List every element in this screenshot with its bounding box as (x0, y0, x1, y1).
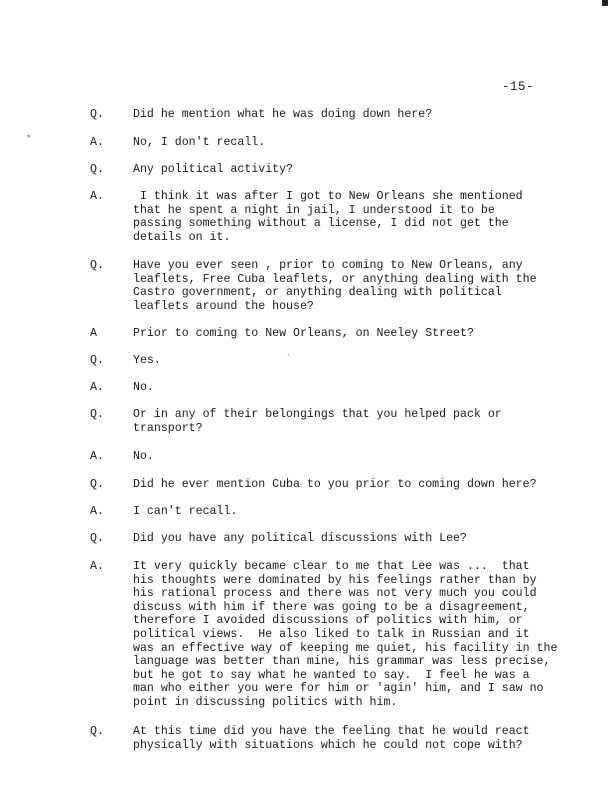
speaker-label: A (90, 327, 97, 340)
stray-mark: ` (286, 354, 292, 364)
speaker-label: Q. (90, 163, 104, 176)
entry-text: No, I don't recall. (133, 136, 266, 149)
entry-text: At this time did you have the feeling that he would react physically with situations which he could not cope with? (133, 725, 530, 752)
entry-text: Any political activity? (133, 163, 294, 176)
entry-text: Did you have any political discussions with Lee? (133, 532, 467, 545)
entry-text: Yes. (133, 354, 161, 367)
entry-text: Prior to coming to New Orleans, on Neeley Street? (133, 327, 474, 340)
entry-text: It very quickly became clear to me that Lee was ... that his thoughts were dominated by his feelings rather than by his rational process and there was not very much you could discuss with him if there was going to be a disagreement, therefore I avoided discussions of politics with him, or political views. He also liked to talk in Russian and it was an effective way of keeping me quiet, his facility in the language was better than mine, his grammar was less precise, but he got to say what he wanted to say. I feel he was a man who either you were for him or 'agin' him, and I saw no point in discussing politics with him. (133, 560, 558, 709)
entry-text: I can't recall. (133, 505, 238, 518)
page-number: -15- (502, 80, 535, 94)
entry-text: No. (133, 381, 154, 394)
speaker-label: Q. (90, 532, 104, 545)
speaker-label: Q. (90, 725, 104, 738)
entry-text: I think it was after I got to New Orleans she mentioned that he spent a night in jail, I understood it to be passing something without a license, I did not get the details on it. (133, 190, 523, 244)
entry-text: Have you ever seen , prior to coming to New Orleans, any leaflets, Free Cuba leaflets, or anything dealing with the Castro government, or anything dealing with political leaflets around the house? (133, 259, 537, 313)
margin-mark: * (26, 134, 32, 144)
entry-text: No. (133, 450, 154, 463)
entry-text: Did he ever mention Cuba to you prior to coming down here? (133, 478, 537, 491)
speaker-label: Q. (90, 259, 104, 272)
speaker-label: Q. (90, 354, 104, 367)
speaker-label: A. (90, 136, 104, 149)
speaker-label: Q. (90, 478, 104, 491)
speaker-label: A. (90, 190, 104, 203)
speaker-label: Q. (90, 108, 104, 121)
speaker-label: A. (90, 450, 104, 463)
speaker-label: Q. (90, 408, 104, 421)
speaker-label: A. (90, 505, 104, 518)
speaker-label: A. (90, 381, 104, 394)
entry-text: Or in any of their belongings that you helped pack or transport? (133, 408, 502, 435)
speaker-label: A. (90, 560, 104, 573)
entry-text: Did he mention what he was doing down here? (133, 108, 433, 121)
scan-artifact (602, 0, 608, 6)
